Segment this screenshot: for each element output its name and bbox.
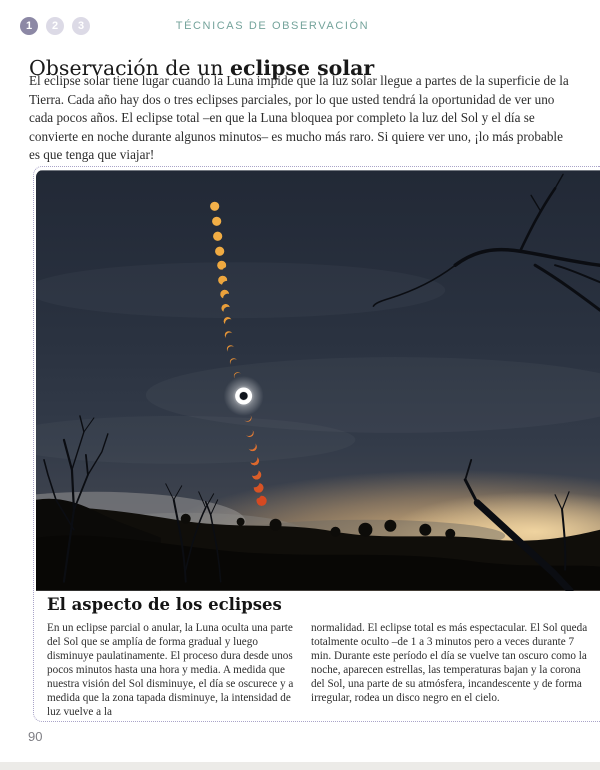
page-title-bold: eclipse solar [229,55,375,80]
caption-heading: El aspecto de los eclipses [47,595,282,614]
caption-column-left: En un eclipse parcial o anular, la Luna oculta una parte del Sol que se amplía de forma gradual y luego disminuye paulatinamente. El proceso dura desde unos pocos minutos hasta una hora y media. A medida que nuestra visión del Sol disminuye, el día se oscurece y a medida que la zona tapada disminuye, la intensidad de luz vuelve a la [47,622,294,718]
figure-block [33,166,600,722]
totality-corona [224,376,264,416]
caption-column-right: normalidad. El eclipse total es más espectacular. El Sol queda totalmente oculto –de 1 a 3 minutos pero a veces durante 7 min. Durante este período el día se vuelve tan oscuro como la noche, aparecen estrellas, las temperaturas bajan y la corona del Sol, una parte de su atmósfera, incandescente y de forma irregular, rodea un disco negro en el cielo. [311,622,588,704]
step-badge-2: 2 [46,17,64,35]
step-badge-1: 1 [20,17,38,35]
eclipse-photo-svg [36,170,600,591]
page-title-regular: Observación de un [29,55,230,80]
step-badge-3: 3 [72,17,90,35]
intro-paragraph: El eclipse solar tiene lugar cuando la Luna impide que la luz solar llegue a partes de la superficie de la Tierra. Cada año hay dos o tres eclipses parciales, por lo que usted tendrá la oportunidad de ver uno cada pocos años. El eclipse total –en que la Luna bloquea por completo la luz del Sol y el día se convierte en noche durante algunos minutos– es mucho más raro. Si quiere ver uno, ¡lo más probable es que tenga que viajar! [29,73,569,163]
page-edge-strip [0,762,600,770]
caption-columns [47,621,593,719]
caption-box [47,595,593,719]
eclipse-photo [36,170,600,591]
page-number: 90 [28,729,43,744]
section-title: TÉCNICAS DE OBSERVACIÓN [175,20,370,32]
